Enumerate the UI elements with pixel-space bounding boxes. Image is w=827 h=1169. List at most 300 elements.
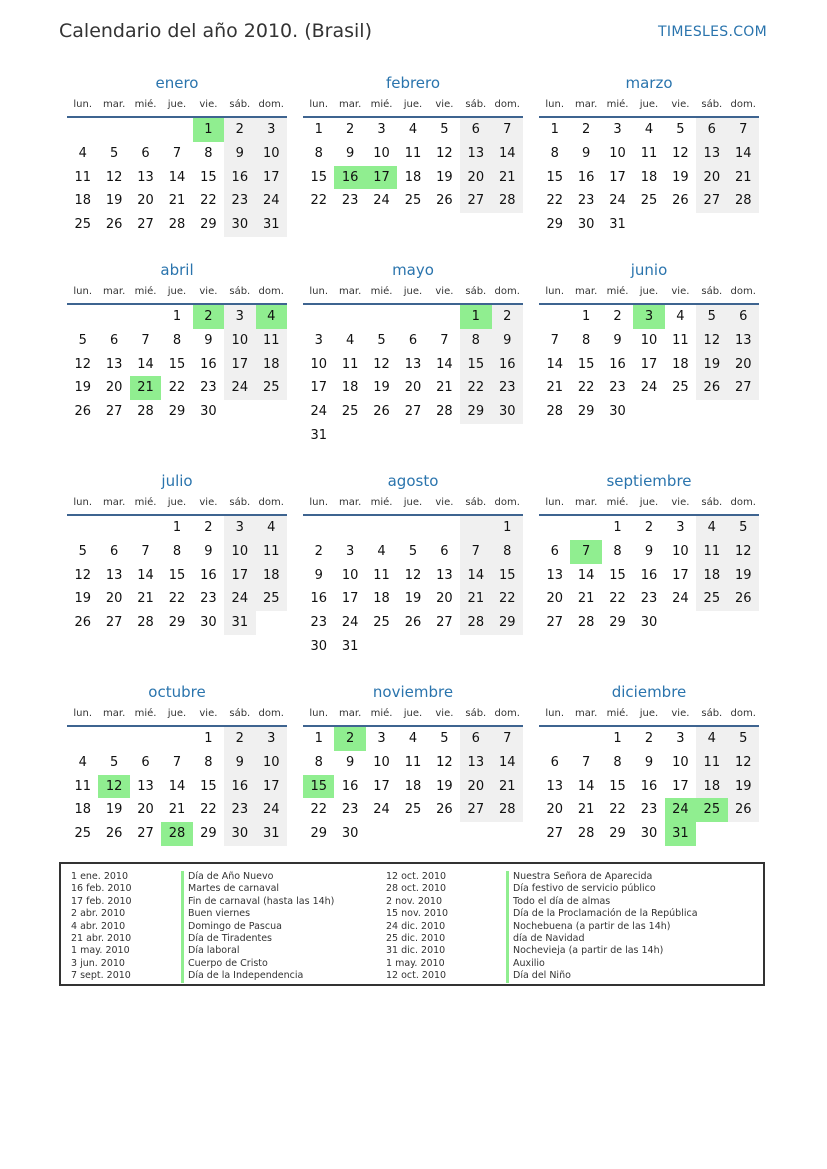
day-cell: 15 [546, 169, 563, 185]
day-cell: 22 [310, 193, 327, 209]
day-cell: 17 [373, 778, 390, 794]
day-cell: 27 [546, 826, 563, 842]
empty-cell [696, 822, 727, 846]
weekday-label: mar. [103, 708, 126, 719]
day-cell: 27 [696, 189, 727, 213]
day-cell: 18 [341, 380, 359, 396]
legend-dates-right [386, 871, 448, 983]
weekday-label: dom. [730, 497, 756, 508]
day-cell: 22 [168, 591, 186, 607]
day-cell: 13 [137, 169, 154, 185]
empty-cell [492, 635, 523, 659]
weekday-label: mar. [575, 708, 598, 719]
legend-holiday-name: Día laboral [181, 945, 334, 957]
day-cell: 22 [168, 380, 186, 396]
weekday-label: dom. [730, 286, 756, 297]
empty-cell [397, 822, 428, 846]
weekday-label: mar. [339, 99, 362, 110]
day-cell: 17 [310, 380, 327, 396]
day-cell: 25 [74, 826, 91, 842]
weekday-label: mié. [134, 497, 157, 508]
day-cell: 14 [137, 356, 154, 372]
weekday-label: mié. [370, 497, 393, 508]
day-cell: 24 [672, 591, 689, 607]
weekday-label: mar. [103, 99, 126, 110]
day-cell: 16 [609, 356, 626, 372]
day-cell: 21 [460, 587, 491, 611]
day-cell: 5 [109, 145, 119, 161]
empty-cell [397, 516, 428, 540]
empty-cell [98, 305, 129, 329]
day-cell: 20 [105, 380, 123, 396]
day-cell: 1 [204, 731, 213, 746]
weekday-label: mié. [370, 286, 393, 297]
day-cell: 13 [460, 142, 491, 166]
day-cell: 14 [728, 142, 759, 166]
day-cell: 8 [581, 332, 591, 348]
day-cell: 14 [492, 751, 523, 775]
day-cell: 16 [224, 775, 255, 799]
day-cell: 30 [492, 400, 523, 424]
day-grid [67, 516, 287, 635]
day-grid [303, 118, 523, 213]
day-cell: 15 [168, 567, 186, 583]
day-cell: 28 [436, 404, 453, 420]
day-cell: 23 [341, 193, 359, 209]
day-cell: 3 [314, 332, 323, 348]
weekday-header [67, 281, 287, 305]
day-cell: 13 [404, 356, 422, 372]
weekday-label: sáb. [465, 286, 487, 297]
month-name: noviembre [372, 683, 454, 701]
day-cell: 25 [256, 587, 287, 611]
day-cell: 23 [310, 615, 327, 631]
weekday-label: jue. [403, 99, 423, 110]
day-cell: 22 [609, 802, 626, 818]
day-cell: 14 [436, 356, 453, 372]
weekday-label: vie. [671, 497, 690, 508]
day-cell: 16 [200, 567, 217, 583]
weekday-header [67, 703, 287, 727]
day-cell: 27 [436, 615, 453, 631]
day-cell: 26 [728, 587, 759, 611]
day-cell: 21 [168, 802, 186, 818]
legend-holiday-name: Cuerpo de Cristo [181, 958, 334, 970]
day-cell: 23 [609, 380, 626, 396]
day-cell: 13 [728, 329, 759, 353]
day-cell: 2 [492, 305, 523, 329]
day-cell: 16 [200, 356, 217, 372]
day-cell: 22 [492, 587, 523, 611]
day-cell: 29 [310, 826, 327, 842]
day-cell: 28 [161, 822, 192, 846]
empty-cell [67, 727, 98, 751]
weekday-label: mar. [339, 497, 362, 508]
legend-date: 7 sept. 2010 [71, 970, 131, 982]
day-cell: 12 [74, 567, 91, 583]
empty-cell [633, 400, 664, 424]
empty-cell [696, 611, 727, 635]
day-cell: 4 [696, 516, 727, 540]
weekday-label: lun. [545, 708, 565, 719]
weekday-label: lun. [309, 708, 329, 719]
weekday-label: sáb. [701, 99, 723, 110]
day-cell: 13 [137, 778, 154, 794]
day-cell: 8 [550, 145, 559, 161]
weekday-label: sáb. [701, 286, 723, 297]
weekday-header [303, 94, 523, 118]
day-cell: 6 [440, 543, 449, 559]
empty-cell [570, 727, 601, 751]
weekday-label: mié. [606, 708, 629, 719]
day-cell: 9 [224, 751, 255, 775]
empty-cell [161, 727, 192, 751]
month-name: junio [630, 261, 668, 279]
day-cell: 8 [204, 145, 213, 161]
day-cell: 29 [492, 611, 523, 635]
day-cell: 1 [172, 309, 182, 324]
day-cell: 11 [74, 169, 91, 185]
day-cell: 13 [460, 751, 491, 775]
empty-cell [130, 118, 161, 142]
day-cell: 19 [373, 380, 390, 396]
day-cell: 26 [74, 404, 91, 420]
day-cell: 21 [492, 775, 523, 799]
day-cell: 3 [345, 543, 355, 559]
weekday-header [67, 492, 287, 516]
empty-cell [460, 516, 491, 540]
weekday-label: mié. [370, 99, 393, 110]
empty-cell [366, 305, 397, 329]
day-cell: 17 [256, 775, 287, 799]
legend-date: 28 oct. 2010 [386, 883, 447, 895]
day-cell: 27 [137, 826, 154, 842]
empty-cell [429, 635, 460, 659]
weekday-label: mar. [575, 286, 598, 297]
day-cell: 22 [609, 591, 626, 607]
day-cell: 15 [200, 169, 217, 185]
day-cell: 19 [728, 564, 759, 588]
day-cell: 10 [672, 543, 689, 559]
weekday-label: jue. [403, 708, 423, 719]
day-cell: 24 [341, 615, 359, 631]
day-cell: 29 [577, 404, 595, 420]
day-cell: 18 [373, 591, 390, 607]
holiday-legend [59, 862, 765, 986]
weekday-label: dom. [258, 99, 284, 110]
empty-cell [303, 516, 334, 540]
weekday-label: mar. [339, 708, 362, 719]
day-cell: 7 [492, 727, 523, 751]
day-cell: 14 [577, 567, 595, 583]
empty-cell [98, 727, 129, 751]
day-cell: 5 [377, 332, 386, 348]
day-cell: 4 [644, 122, 654, 137]
day-cell: 19 [404, 591, 422, 607]
day-cell: 31 [256, 213, 287, 237]
day-cell: 21 [577, 802, 595, 818]
page-title: Calendario del año 2010. (Brasil) [59, 20, 372, 42]
legend-holiday-name: Buen viernes [181, 908, 334, 920]
day-cell: 28 [577, 826, 595, 842]
weekday-header [303, 492, 523, 516]
day-cell: 2 [644, 520, 654, 535]
day-cell: 24 [609, 193, 626, 209]
month-agosto [303, 470, 523, 659]
day-cell: 23 [200, 380, 217, 396]
day-cell: 12 [696, 329, 727, 353]
empty-cell [539, 727, 570, 751]
day-cell: 11 [74, 778, 91, 794]
day-cell: 3 [633, 305, 664, 329]
day-grid [67, 118, 287, 237]
day-cell: 15 [492, 564, 523, 588]
day-cell: 27 [546, 615, 563, 631]
weekday-label: jue. [639, 708, 659, 719]
legend-date: 12 oct. 2010 [386, 970, 447, 982]
weekday-label: dom. [494, 99, 520, 110]
day-cell: 28 [728, 189, 759, 213]
legend-date: 4 abr. 2010 [71, 920, 126, 932]
day-cell: 29 [609, 615, 626, 631]
day-cell: 29 [168, 404, 186, 420]
day-cell: 21 [577, 591, 595, 607]
empty-cell [224, 400, 255, 424]
day-cell: 25 [373, 615, 390, 631]
day-cell: 6 [109, 332, 119, 348]
day-cell: 30 [341, 826, 359, 842]
day-cell: 26 [696, 376, 727, 400]
day-cell: 16 [640, 567, 658, 583]
weekday-label: jue. [639, 286, 659, 297]
day-cell: 6 [460, 118, 491, 142]
legend-holiday-name: Día del Niño [506, 970, 698, 982]
day-cell: 22 [200, 193, 217, 209]
day-cell: 21 [137, 591, 154, 607]
day-cell: 10 [256, 142, 287, 166]
empty-cell [366, 635, 397, 659]
day-cell: 28 [492, 798, 523, 822]
weekday-label: sáb. [465, 497, 487, 508]
empty-cell [67, 516, 98, 540]
empty-cell [696, 400, 727, 424]
day-cell: 7 [440, 332, 449, 348]
empty-cell [492, 424, 523, 448]
month-name: marzo [625, 74, 673, 92]
day-cell: 7 [581, 754, 591, 770]
day-cell: 6 [109, 543, 119, 559]
month-julio [67, 470, 287, 635]
empty-cell [460, 424, 491, 448]
empty-cell [728, 822, 759, 846]
day-cell: 23 [640, 591, 658, 607]
brand-link[interactable]: TIMESLES.COM [658, 24, 767, 40]
legend-holiday-name: Martes de carnaval [181, 883, 334, 895]
legend-date: 21 abr. 2010 [71, 932, 132, 944]
day-cell: 28 [460, 611, 491, 635]
legend-date: 31 dic. 2010 [386, 945, 446, 957]
weekday-label: mié. [134, 708, 157, 719]
day-cell: 10 [672, 754, 689, 770]
day-cell: 29 [168, 615, 186, 631]
day-cell: 23 [224, 798, 255, 822]
day-cell: 1 [193, 118, 224, 142]
day-cell: 20 [546, 591, 563, 607]
day-cell: 23 [341, 802, 359, 818]
day-cell: 1 [314, 731, 323, 746]
empty-cell [696, 213, 727, 237]
day-cell: 17 [366, 166, 397, 190]
day-cell: 12 [728, 751, 759, 775]
legend-holiday-name: Nochevieja (a partir de las 14h) [506, 945, 698, 957]
weekday-label: lun. [73, 708, 93, 719]
weekday-label: dom. [258, 286, 284, 297]
weekday-label: sáb. [229, 497, 251, 508]
day-cell: 27 [105, 615, 123, 631]
day-cell: 22 [577, 380, 595, 396]
day-cell: 30 [224, 213, 255, 237]
day-cell: 12 [672, 145, 689, 161]
day-cell: 14 [492, 142, 523, 166]
day-cell: 9 [492, 329, 523, 353]
day-cell: 9 [644, 543, 654, 559]
empty-cell [334, 516, 365, 540]
day-cell: 25 [672, 380, 689, 396]
day-cell: 4 [256, 305, 287, 329]
day-cell: 14 [460, 564, 491, 588]
day-cell: 28 [168, 217, 186, 233]
empty-cell [665, 213, 696, 237]
weekday-label: mar. [103, 497, 126, 508]
legend-dates-left [71, 871, 132, 983]
day-cell: 20 [460, 166, 491, 190]
day-cell: 19 [74, 591, 91, 607]
day-cell: 14 [137, 567, 154, 583]
day-cell: 3 [256, 727, 287, 751]
weekday-label: lun. [73, 497, 93, 508]
day-cell: 30 [224, 822, 255, 846]
day-cell: 30 [200, 404, 217, 420]
empty-cell [429, 424, 460, 448]
day-cell: 22 [310, 802, 327, 818]
day-cell: 6 [696, 118, 727, 142]
day-cell: 13 [546, 778, 563, 794]
day-cell: 7 [728, 118, 759, 142]
day-cell: 1 [460, 305, 491, 329]
day-cell: 10 [373, 754, 390, 770]
day-grid [303, 305, 523, 448]
day-cell: 21 [130, 376, 161, 400]
day-cell: 28 [577, 615, 595, 631]
day-cell: 15 [460, 353, 491, 377]
day-cell: 1 [550, 122, 559, 137]
day-cell: 26 [105, 217, 123, 233]
weekday-label: lun. [545, 497, 565, 508]
day-cell: 5 [408, 543, 418, 559]
legend-date: 3 jun. 2010 [71, 957, 125, 969]
month-febrero [303, 72, 523, 213]
legend-date: 24 dic. 2010 [386, 920, 446, 932]
weekday-header [303, 703, 523, 727]
day-cell: 23 [640, 802, 658, 818]
weekday-label: sáb. [229, 708, 251, 719]
weekday-label: jue. [167, 286, 187, 297]
day-cell: 18 [404, 778, 422, 794]
day-cell: 18 [696, 564, 727, 588]
day-cell: 7 [172, 754, 182, 770]
weekday-header [67, 94, 287, 118]
day-cell: 20 [137, 193, 154, 209]
day-cell: 23 [577, 193, 595, 209]
day-cell: 9 [204, 332, 213, 348]
day-cell: 28 [137, 615, 154, 631]
day-cell: 30 [640, 826, 658, 842]
day-cell: 5 [728, 516, 759, 540]
day-cell: 25 [74, 217, 91, 233]
legend-date: 16 feb. 2010 [71, 883, 132, 895]
day-cell: 20 [105, 591, 123, 607]
day-cell: 7 [460, 540, 491, 564]
day-cell: 4 [676, 309, 685, 324]
month-noviembre [303, 681, 523, 846]
day-cell: 5 [109, 754, 119, 770]
day-cell: 24 [665, 798, 696, 822]
empty-cell [256, 400, 287, 424]
empty-cell [429, 305, 460, 329]
empty-cell [397, 424, 428, 448]
weekday-label: mar. [575, 497, 598, 508]
day-cell: 20 [546, 802, 563, 818]
day-cell: 4 [256, 516, 287, 540]
day-cell: 13 [696, 142, 727, 166]
weekday-label: vie. [199, 708, 218, 719]
day-cell: 2 [334, 727, 365, 751]
weekday-label: sáb. [229, 286, 251, 297]
day-cell: 27 [728, 376, 759, 400]
day-cell: 6 [460, 727, 491, 751]
weekday-label: sáb. [701, 708, 723, 719]
day-cell: 31 [609, 217, 626, 233]
day-cell: 19 [105, 802, 123, 818]
day-cell: 15 [200, 778, 217, 794]
day-cell: 29 [200, 217, 217, 233]
legend-holiday-name: Auxilio [506, 958, 698, 970]
weekday-label: vie. [199, 286, 218, 297]
day-cell: 9 [204, 543, 213, 559]
empty-cell [429, 822, 460, 846]
day-cell: 5 [728, 727, 759, 751]
day-cell: 14 [168, 169, 186, 185]
legend-holiday-name: Nochebuena (a partir de las 14h) [506, 921, 698, 933]
month-abril [67, 259, 287, 424]
day-cell: 11 [256, 540, 287, 564]
empty-cell [665, 400, 696, 424]
day-cell: 19 [74, 380, 91, 396]
day-cell: 4 [408, 122, 418, 137]
day-cell: 7 [141, 543, 150, 559]
day-cell: 27 [404, 404, 422, 420]
weekday-label: jue. [403, 286, 423, 297]
day-cell: 24 [256, 798, 287, 822]
empty-cell [366, 424, 397, 448]
empty-cell [67, 305, 98, 329]
day-cell: 18 [74, 193, 91, 209]
day-cell: 25 [404, 193, 422, 209]
weekday-label: vie. [435, 286, 454, 297]
weekday-label: jue. [639, 497, 659, 508]
day-cell: 27 [137, 217, 154, 233]
day-cell: 29 [460, 400, 491, 424]
